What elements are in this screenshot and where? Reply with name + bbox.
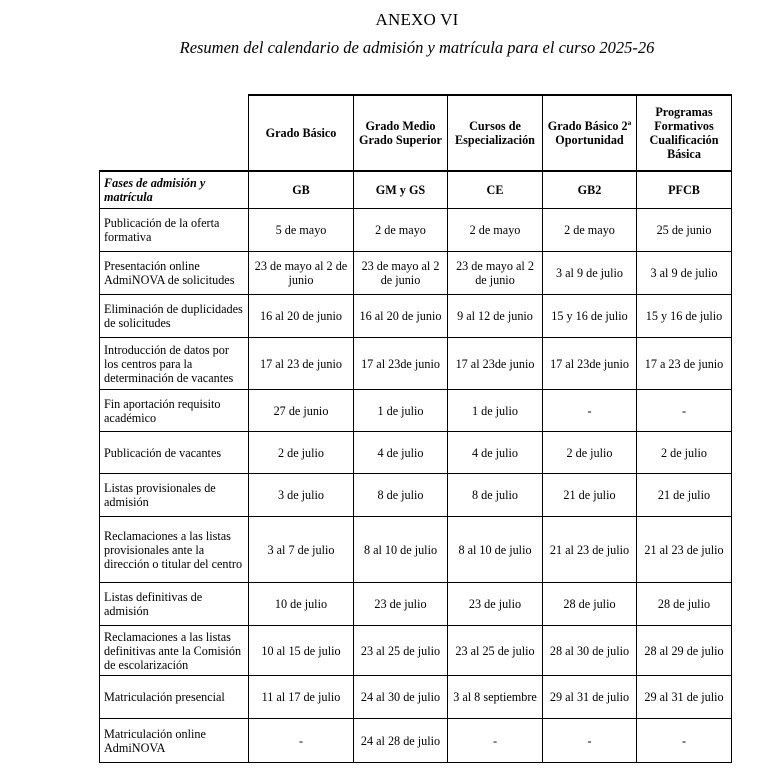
phase-label: Matriculación presencial bbox=[100, 676, 249, 719]
date-cell: 23 de mayo al 2 de junio bbox=[448, 252, 543, 295]
date-cell: 2 de julio bbox=[249, 432, 354, 474]
date-cell: 15 y 16 de julio bbox=[543, 295, 637, 338]
date-cell: 3 de julio bbox=[249, 474, 354, 517]
column-header-line: Cursos de bbox=[469, 119, 521, 133]
column-header bbox=[354, 95, 448, 171]
date-cell: 9 al 12 de junio bbox=[448, 295, 543, 338]
date-cell: 23 de mayo al 2 de junio bbox=[354, 252, 448, 295]
date-cell: 8 de julio bbox=[354, 474, 448, 517]
date-cell: - bbox=[543, 719, 637, 763]
date-cell: 23 al 25 de julio bbox=[448, 626, 543, 676]
date-cell: 21 al 23 de julio bbox=[637, 517, 732, 583]
column-code: CE bbox=[448, 171, 543, 209]
date-cell: 1 de julio bbox=[354, 390, 448, 432]
date-cell: 27 de junio bbox=[249, 390, 354, 432]
date-cell: 8 al 10 de julio bbox=[354, 517, 448, 583]
column-header bbox=[637, 95, 732, 171]
date-cell: 2 de mayo bbox=[354, 209, 448, 252]
table-row bbox=[100, 474, 732, 517]
date-cell: 1 de julio bbox=[448, 390, 543, 432]
phase-label: Eliminación de duplicidades de solicitudes bbox=[100, 295, 249, 338]
column-header-line: Oportunidad bbox=[555, 133, 624, 147]
column-header-line: Formativos bbox=[654, 119, 714, 133]
date-cell: 4 de julio bbox=[448, 432, 543, 474]
admission-calendar-table bbox=[99, 94, 732, 763]
date-cell: 24 al 30 de julio bbox=[354, 676, 448, 719]
date-cell: - bbox=[249, 719, 354, 763]
date-cell: 29 al 31 de julio bbox=[637, 676, 732, 719]
phase-label: Reclamaciones a las listas definitivas ante la Comisión de escolarización bbox=[100, 626, 249, 676]
column-header-line: Básica bbox=[667, 147, 701, 161]
table-row bbox=[100, 626, 732, 676]
table-row bbox=[100, 209, 732, 252]
date-cell: 23 de julio bbox=[448, 583, 543, 626]
date-cell: 16 al 20 de junio bbox=[354, 295, 448, 338]
date-cell: 28 de julio bbox=[637, 583, 732, 626]
date-cell: - bbox=[637, 390, 732, 432]
date-cell: 3 al 7 de julio bbox=[249, 517, 354, 583]
date-cell: 21 de julio bbox=[637, 474, 732, 517]
date-cell: 17 a 23 de junio bbox=[637, 338, 732, 390]
date-cell: 11 al 17 de julio bbox=[249, 676, 354, 719]
date-cell: 3 al 9 de julio bbox=[543, 252, 637, 295]
phase-column-header: Fases de admisión y matrícula bbox=[100, 171, 249, 209]
date-cell: 3 al 8 septiembre bbox=[448, 676, 543, 719]
date-cell: 28 al 30 de julio bbox=[543, 626, 637, 676]
date-cell: 17 al 23 de junio bbox=[249, 338, 354, 390]
phase-label: Matriculación online AdmiNOVA bbox=[100, 719, 249, 763]
date-cell: - bbox=[448, 719, 543, 763]
header-blank-cell bbox=[100, 95, 249, 171]
date-cell: 29 al 31 de julio bbox=[543, 676, 637, 719]
date-cell: 17 al 23de junio bbox=[448, 338, 543, 390]
phase-label: Listas provisionales de admisión bbox=[100, 474, 249, 517]
date-cell: 24 al 28 de julio bbox=[354, 719, 448, 763]
date-cell: 21 al 23 de julio bbox=[543, 517, 637, 583]
date-cell: 2 de mayo bbox=[543, 209, 637, 252]
column-header-line: Especialización bbox=[455, 133, 535, 147]
date-cell: 3 al 9 de julio bbox=[637, 252, 732, 295]
column-header bbox=[249, 95, 354, 171]
document-subtitle: Resumen del calendario de admisión y matrícula para el curso 2025-26 bbox=[179, 38, 655, 57]
date-cell: 25 de junio bbox=[637, 209, 732, 252]
column-header bbox=[543, 95, 637, 171]
date-cell: 23 de mayo al 2 de junio bbox=[249, 252, 354, 295]
date-cell: 23 de julio bbox=[354, 583, 448, 626]
date-cell: 4 de julio bbox=[354, 432, 448, 474]
date-cell: 5 de mayo bbox=[249, 209, 354, 252]
table-row bbox=[100, 252, 732, 295]
phase-label: Listas definitivas de admisión bbox=[100, 583, 249, 626]
date-cell: 17 al 23de junio bbox=[354, 338, 448, 390]
column-code: PFCB bbox=[637, 171, 732, 209]
column-header-line: Cualificación bbox=[649, 133, 719, 147]
table-row bbox=[100, 390, 732, 432]
document-title: ANEXO VI bbox=[375, 10, 459, 29]
table-row bbox=[100, 583, 732, 626]
column-header-line: Grado Medio bbox=[365, 119, 436, 133]
date-cell: 2 de julio bbox=[637, 432, 732, 474]
table-row bbox=[100, 517, 732, 583]
date-cell: 8 al 10 de julio bbox=[448, 517, 543, 583]
table-row bbox=[100, 338, 732, 390]
date-cell: 21 de julio bbox=[543, 474, 637, 517]
column-header-line: Programas bbox=[655, 105, 713, 119]
date-cell: 28 al 29 de julio bbox=[637, 626, 732, 676]
phase-label: Introducción de datos por los centros para la determinación de vacantes bbox=[100, 338, 249, 390]
table-row bbox=[100, 719, 732, 763]
column-header-line: Grado Básico 2ª bbox=[547, 119, 632, 133]
phase-label: Fin aportación requisito académico bbox=[100, 390, 249, 432]
date-cell: - bbox=[637, 719, 732, 763]
table-header-row bbox=[100, 95, 732, 171]
table-codes-row bbox=[100, 171, 732, 209]
date-cell: 23 al 25 de julio bbox=[354, 626, 448, 676]
date-cell: 8 de julio bbox=[448, 474, 543, 517]
date-cell: 2 de mayo bbox=[448, 209, 543, 252]
column-header bbox=[448, 95, 543, 171]
date-cell: - bbox=[543, 390, 637, 432]
date-cell: 17 al 23de junio bbox=[543, 338, 637, 390]
column-header-line: Grado Básico bbox=[265, 126, 337, 140]
date-cell: 16 al 20 de junio bbox=[249, 295, 354, 338]
column-code: GM y GS bbox=[354, 171, 448, 209]
table-row bbox=[100, 676, 732, 719]
date-cell: 10 al 15 de julio bbox=[249, 626, 354, 676]
phase-label: Presentación online AdmiNOVA de solicitudes bbox=[100, 252, 249, 295]
date-cell: 10 de julio bbox=[249, 583, 354, 626]
table-row bbox=[100, 432, 732, 474]
column-header-line: Grado Superior bbox=[359, 133, 442, 147]
phase-label: Publicación de la oferta formativa bbox=[100, 209, 249, 252]
phase-label: Reclamaciones a las listas provisionales ante la dirección o titular del centro bbox=[100, 517, 249, 583]
date-cell: 15 y 16 de julio bbox=[637, 295, 732, 338]
date-cell: 2 de julio bbox=[543, 432, 637, 474]
date-cell: 28 de julio bbox=[543, 583, 637, 626]
phase-label: Publicación de vacantes bbox=[100, 432, 249, 474]
column-code: GB bbox=[249, 171, 354, 209]
table-row bbox=[100, 295, 732, 338]
column-code: GB2 bbox=[543, 171, 637, 209]
